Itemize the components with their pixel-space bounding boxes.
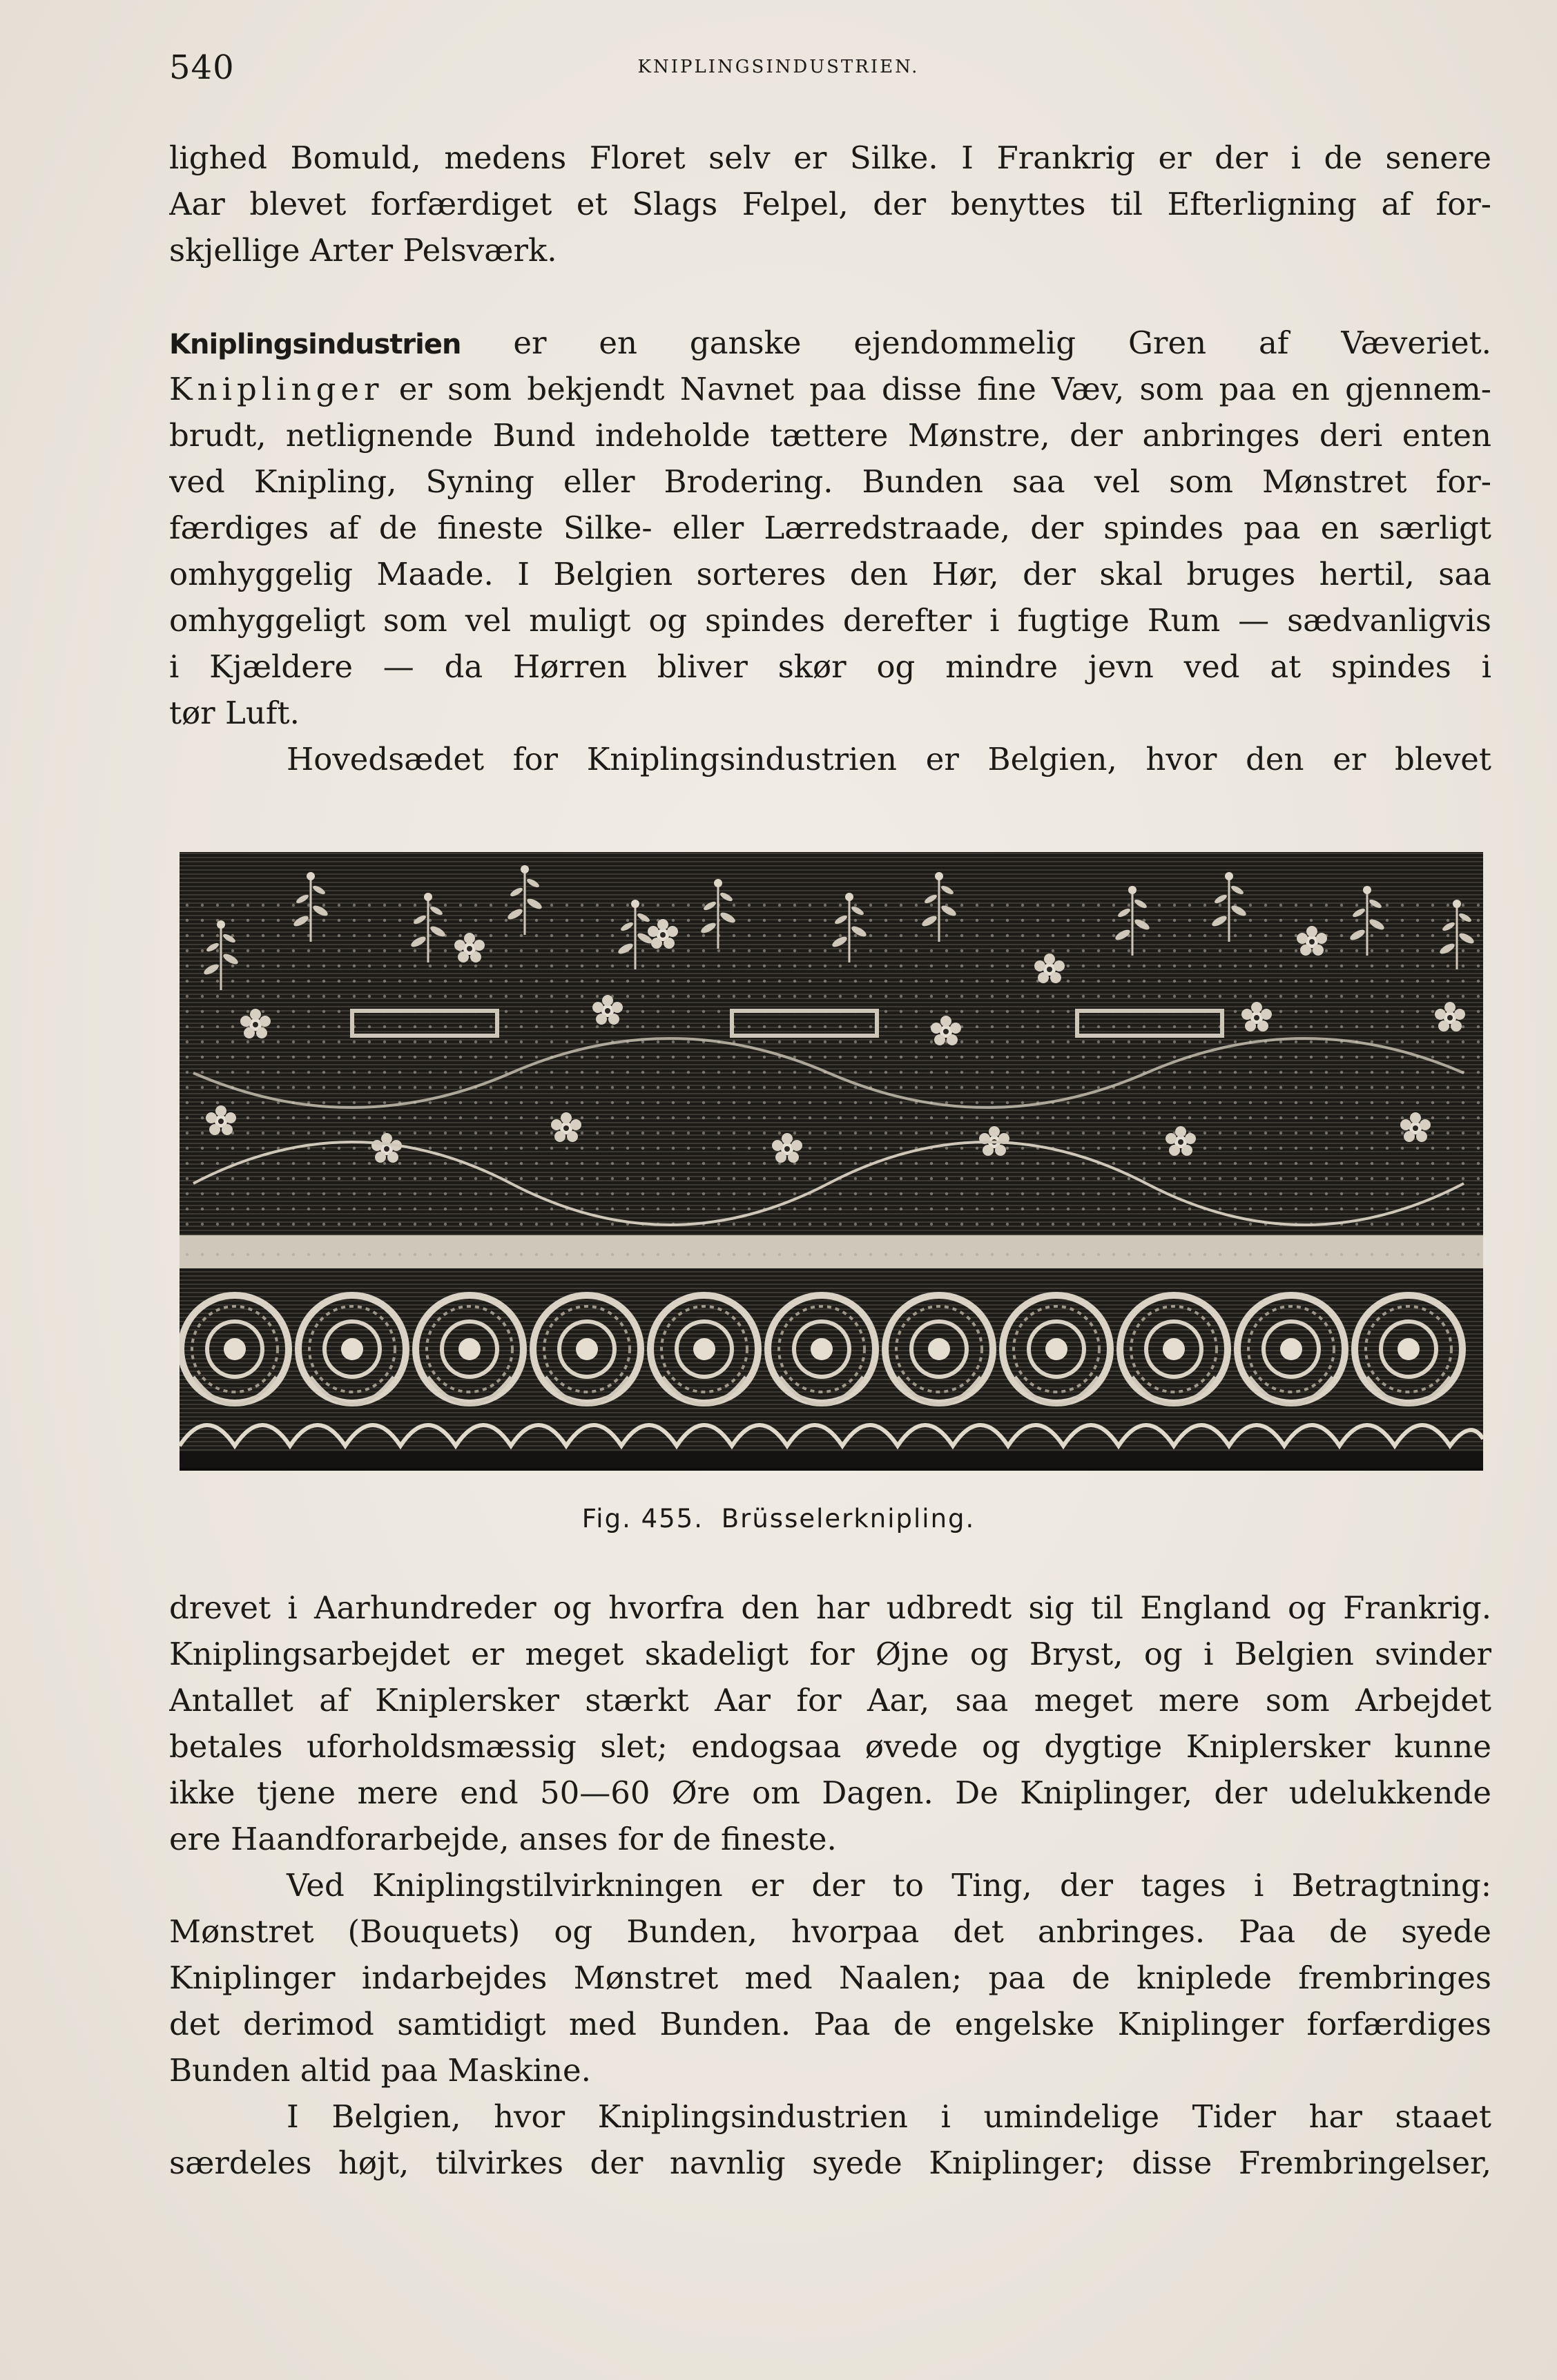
running-title: KNIPLINGSINDUSTRIEN.	[637, 57, 920, 77]
text-line: drevet i Aarhundreder og hvorfra den har udbredt sig til England og Frankrig.	[169, 1589, 1491, 1626]
top-text-block	[169, 135, 1491, 782]
text-line: Aar blevet forfærdiget et Slags Felpel, der benyttes til Efterligning af for-	[169, 186, 1491, 222]
text-line: i Kjældere — da Hørren bliver skør og mindre jevn ved at spindes i	[169, 648, 1491, 685]
text-line: Hovedsædet for Kniplingsindustrien er Belgien, hvor den er blevet	[287, 741, 1491, 777]
text-line: skjellige Arter Pelsværk.	[169, 232, 557, 269]
term-kniplinger: Kniplinger	[169, 371, 384, 407]
page-number: 540	[169, 48, 235, 87]
text-line: Mønstret (Bouquets) og Bunden, hvorpaa det anbringes. Paa de syede	[169, 1913, 1491, 1950]
section-second-line	[169, 366, 1491, 412]
text-line: ikke tjene mere end 50—60 Øre om Dagen. De Kniplinger, der udelukkende	[169, 1774, 1491, 1811]
text-line: omhyggelig Maade. I Belgien sorteres den Hør, der skal bruges hertil, saa	[169, 556, 1491, 592]
figure-label: Fig. 455.	[581, 1504, 704, 1534]
text-line: betales uforholdsmæssig slet; endogsaa øvede og dygtige Kniplersker kunne	[169, 1728, 1491, 1765]
figure-caption	[0, 1504, 1557, 1534]
section-heading: Kniplingsindustrien	[169, 329, 461, 360]
text-line: særdeles højt, tilvirkes der navnlig syede Kniplinger; disse Frembringelser,	[169, 2145, 1491, 2181]
text-line: færdiges af de fineste Silke- eller Lærredstraade, der spindes paa en særligt	[169, 510, 1491, 546]
text-line: lighed Bomuld, medens Floret selv er Silke. I Frankrig er der i de senere	[169, 139, 1491, 176]
text-line: Kniplinger indarbejdes Mønstret med Naalen; paa de kniplede frembringes	[169, 1960, 1491, 1996]
bottom-text-block	[169, 1585, 1491, 2186]
text-line: Antallet af Kniplersker stærkt Aar for Aar, saa meget mere som Arbejdet	[169, 1682, 1491, 1719]
text-line: ere Haandforarbejde, anses for de fineste.	[169, 1821, 837, 1857]
text-line: I Belgien, hvor Kniplingsindustrien i umindelige Tider har staaet	[287, 2098, 1491, 2135]
text-line: Bunden altid paa Maskine.	[169, 2052, 591, 2089]
text-line: det derimod samtidigt med Bunden. Paa de engelske Kniplinger forfærdiges	[169, 2006, 1491, 2042]
section-line1-rest: er en ganske ejendommelig Gren af Væveriet.	[513, 325, 1491, 361]
section-line2-rest: er som bekjendt Navnet paa disse fine Væv, som paa en gjennem-	[398, 371, 1491, 407]
figure-title: Brüsselerknipling.	[721, 1504, 976, 1534]
text-line: brudt, netlignende Bund indeholde tættere Mønstre, der anbringes deri enten	[169, 417, 1491, 454]
section-first-line	[169, 320, 1491, 366]
text-line: ved Knipling, Syning eller Brodering. Bunden saa vel som Mønstret for-	[169, 463, 1491, 500]
text-line: Kniplingsarbejdet er meget skadeligt for Øjne og Bryst, og i Belgien svinder	[169, 1636, 1491, 1672]
lace-illustration	[180, 852, 1483, 1471]
text-line: omhyggeligt som vel muligt og spindes derefter i fugtige Rum — sædvanligvis	[169, 602, 1491, 639]
text-line: Ved Kniplingstilvirkningen er der to Ting, der tages i Betragtning:	[287, 1867, 1491, 1904]
lace-engraving	[180, 852, 1483, 1468]
text-line: tør Luft.	[169, 695, 300, 731]
